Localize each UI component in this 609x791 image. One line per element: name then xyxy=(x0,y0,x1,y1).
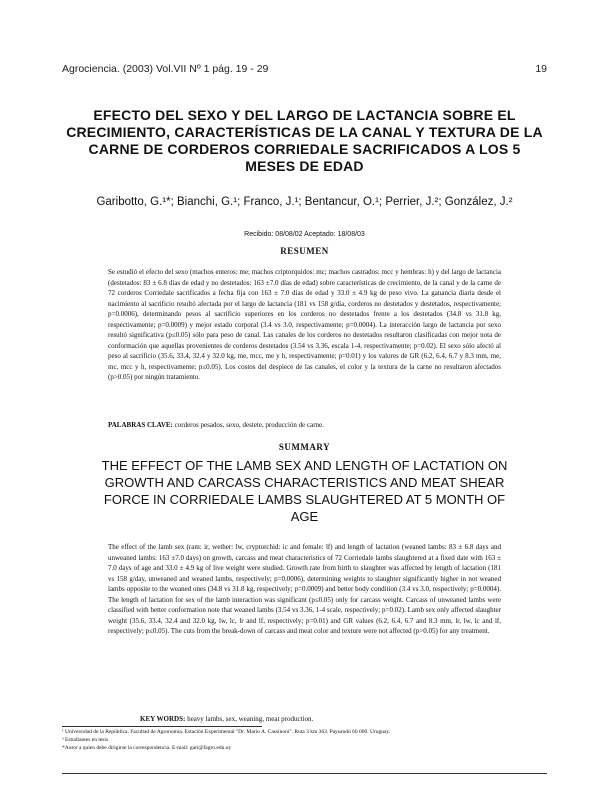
article-title: EFECTO DEL SEXO Y DEL LARGO DE LACTANCIA SOBRE EL CRECIMIENTO, CARACTERÍSTICAS DE LA CANAL Y TEXTURA DE LA CARNE DE CORDEROS CORRIEDALE SACRIFICADOS A LOS 5 MESES DE EDAD xyxy=(66,107,543,174)
resumen-abstract: Se estudió el efecto del sexo (machos enteros: me; machos criptorquidos: mc; machos castrados: mcc y hembras: h) y del largo de lactancia (destetados: 83 ± 6.8 días de edad y no destetados: 163 ±7.0 días de edad) sobre características de crecimiento, de la canal y de la carne de 72 corderos Corriedale sacrificados a fecha fija con 163 ± 7.0 días de edad y 33.0 ± 4.9 kg de peso vivo. La ganancia diaria desde el nacimiento al sacrificio resultó afectada por el largo de lactancia (181 vs 158 g/día, corderos no destetados y destetados, respectivamente; p=0.0006), determinando pesos al sacrificio superiores en los corderos no destetados frente a los destetados (34.8 vs 31.8 kg, respectivamente; p=0.0009) y mejor estado corporal (3.4 vs 3.0, respectivamente; p=0.0004). La interacción largo de lactancia por sexo resultó significativa (p≤0.05) sólo para peso de canal. Las canales de los corderos no destetados resultaron clasificadas con mejor nota de conformación que aquellas provenientes de corderos destetados (3.54 vs 3.36, escala 1-4, respectivamente; p=0.02). El sexo sólo afectó al peso al sacrificio (35.6, 33.4, 32.4 y 32.0 kg, me, mcc, me y h, respectivamente; p=0.01) y los valores de GR (6.2, 6.4, 6.7 y 8.3 mm, me, mc, mcc y h, respectivamente; p≤0.05). Los costos del despiece de las canales, el color y la textura de la carne no resultaron afectados (p>0.05) por ningún tratamiento. xyxy=(108,268,501,381)
journal-citation: Agrociencia. (2003) Vol.VII Nº 1 pág. 19 - 29 xyxy=(62,63,269,75)
footnote-affiliation: ¹ Universidad de la República. Facultad de Agronomía. Estación Experimental "Dr. Mario A. Cassinoni". Ruta 3 km 363. Paysandú 60 000. Uruguay. xyxy=(62,729,391,735)
palabras-clave xyxy=(108,421,501,429)
footnote-corresponding: *Autor a quien debe dirigirse la correspondencia. E-mail: gari@fagro.edu.uy xyxy=(62,745,232,751)
page-number: 19 xyxy=(535,63,547,75)
key-words-text: heavy lambs, sex, weaning, meat production. xyxy=(187,715,314,723)
summary-heading: SUMMARY xyxy=(278,442,331,452)
running-header xyxy=(62,63,547,75)
author-list: Garibotto, G.¹*; Bianchi, G.¹; Franco, J.¹; Bentancur, O.¹; Perrier, J.²; González, J.² xyxy=(96,196,513,208)
key-words xyxy=(140,715,501,723)
received-dates: Recibido: 08/08/02 Aceptado: 18/08/03 xyxy=(244,231,365,238)
footnotes xyxy=(62,728,547,752)
summary-abstract: The effect of the lamb sex (ram: ir, wether: lw, cryptorchid: ic and female: lf) and length of lactation (weaned lambs: 83 ± 6.8 days and unweaned lambs: 163 ±7.0 days) on growth, carcass and meat characteristics of 72 Corriedale lambs slaughtered at a fixed date with 163 ± 7.0 days of age and 33.0 ± 4.9 kg of live weight were studied. Growth rate from birth to slaughter was affected by length of lactation (181 vs 158 g/day, unweaned and weaned lambs, respectively; p=0.0006), determining weights to slaughter significantly higher in not weaned lambs opposite to the weaned ones (34.8 vs 31.8 kg, respectively; p=0.0009) and better body condition (3.4 vs 3.0, respectively; p=0.0004). The length of lactation for sex of the lamb interaction was significant (p≤0.05) only for carcass weight. Carcass of unweaned lambs were classified with better conformation note that weaned lambs (3.54 vs 3.36, 1-4 scale, respectively; p=0.02). Lamb sex only affected slaughter weight (35.6, 33.4, 32.4 and 32.0 kg, lw, lc, lr and lf, respectively; p=0.01) and GR values (6.2, 6.4, 6.7 and 8.3 mm, lr, lw, lc and lf, respectively; p≤0.05). The cuts from the break-down of carcass and meat color and texture were not affected (p>0.05) for any treatment. xyxy=(108,543,501,635)
resumen-heading: RESUMEN xyxy=(280,246,329,256)
palabras-clave-label: PALABRAS CLAVE: xyxy=(108,421,173,429)
footnote-students: ² Estudiantes en tesis xyxy=(62,737,109,743)
english-title: THE EFFECT OF THE LAMB SEX AND LENGTH OF LACTATION ON GROWTH AND CARCASS CHARACTERISTICS AND MEAT SHEAR FORCE IN CORRIEDALE LAMBS SLAUGHTERED AT 5 MONTH OF AGE xyxy=(101,458,508,524)
footnote-divider xyxy=(62,726,262,727)
palabras-clave-text: corderos pesados, sexo, destete, producción de carne. xyxy=(174,421,324,429)
key-words-label: KEY WORDS: xyxy=(140,715,186,723)
bottom-rule xyxy=(62,773,547,774)
